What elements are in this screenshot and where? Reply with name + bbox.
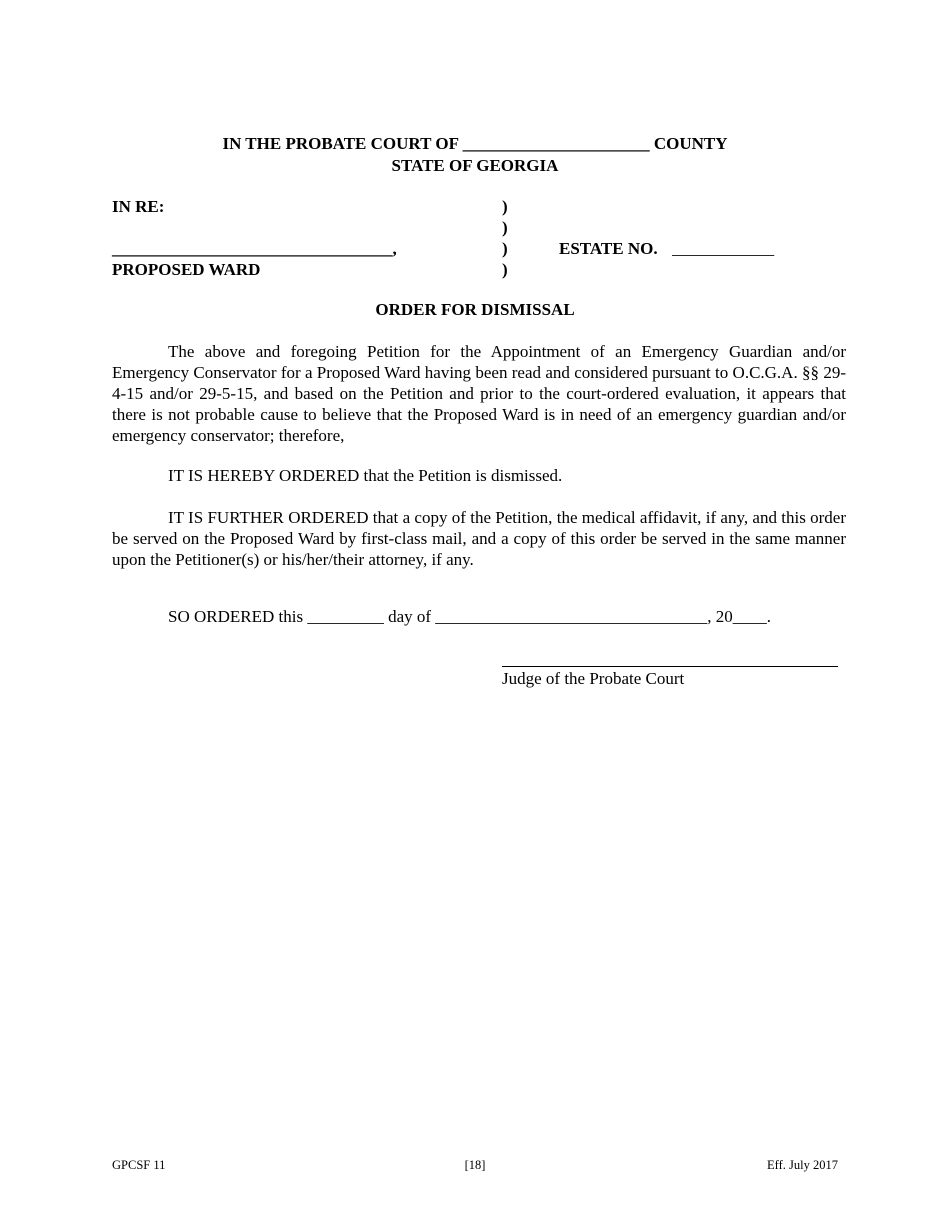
caption-paren: )	[502, 239, 508, 258]
estate-label: ESTATE NO.	[559, 239, 658, 258]
state-line: STATE OF GEORGIA	[391, 156, 559, 175]
page-number: [18]	[464, 1158, 486, 1172]
caption-paren: )	[502, 260, 508, 279]
estate-number-blank: ____________	[672, 239, 775, 258]
effective-date: Eff. July 2017	[767, 1158, 838, 1172]
judge-signature-line	[502, 666, 838, 667]
judge-signature-label: Judge of the Probate Court	[502, 669, 685, 688]
court-prefix: IN THE PROBATE COURT OF	[222, 134, 459, 153]
county-suffix: COUNTY	[653, 134, 728, 153]
paragraph-findings-text: The above and foregoing Petition for the Appointment of an Emergency Guardian and/or Emergency Conservator for a Proposed Ward having been read and considered pursuant to O.C.G.A. §§ 29-4-15 and/or 29-5-15, and based on the Petition and prior to the court-ordered evaluation, it appears that there is not probable cause to believe that the Proposed Ward is in need of an emergency guardian and/or emergency conservator; therefore,	[112, 342, 846, 445]
caption-paren: )	[502, 218, 508, 237]
paragraph-dismissal	[112, 465, 846, 486]
court-header-line	[0, 134, 950, 154]
paragraph-service-text: IT IS FURTHER ORDERED that a copy of the Petition, the medical affidavit, if any, and this order be served on the Proposed Ward by first-class mail, and a copy of this order be served in the same manner upon the Petitioner(s) or his/her/their attorney, if any.	[112, 508, 846, 569]
ward-name-blank: _________________________________,	[112, 239, 397, 258]
paragraph-dismissal-text: IT IS HEREBY ORDERED that the Petition is dismissed.	[168, 466, 563, 485]
paragraph-findings	[112, 341, 846, 446]
paragraph-service	[112, 507, 846, 570]
in-re-label: IN RE:	[112, 197, 165, 216]
proposed-ward-label: PROPOSED WARD	[112, 260, 261, 279]
order-title: ORDER FOR DISMISSAL	[375, 300, 575, 319]
county-blank: ______________________	[462, 134, 650, 153]
estate-number-field	[559, 239, 774, 259]
caption-paren: )	[502, 197, 508, 216]
form-id: GPCSF 11	[112, 1158, 166, 1172]
so-ordered-line: SO ORDERED this _________ day of ________________________________, 20____.	[168, 607, 772, 626]
